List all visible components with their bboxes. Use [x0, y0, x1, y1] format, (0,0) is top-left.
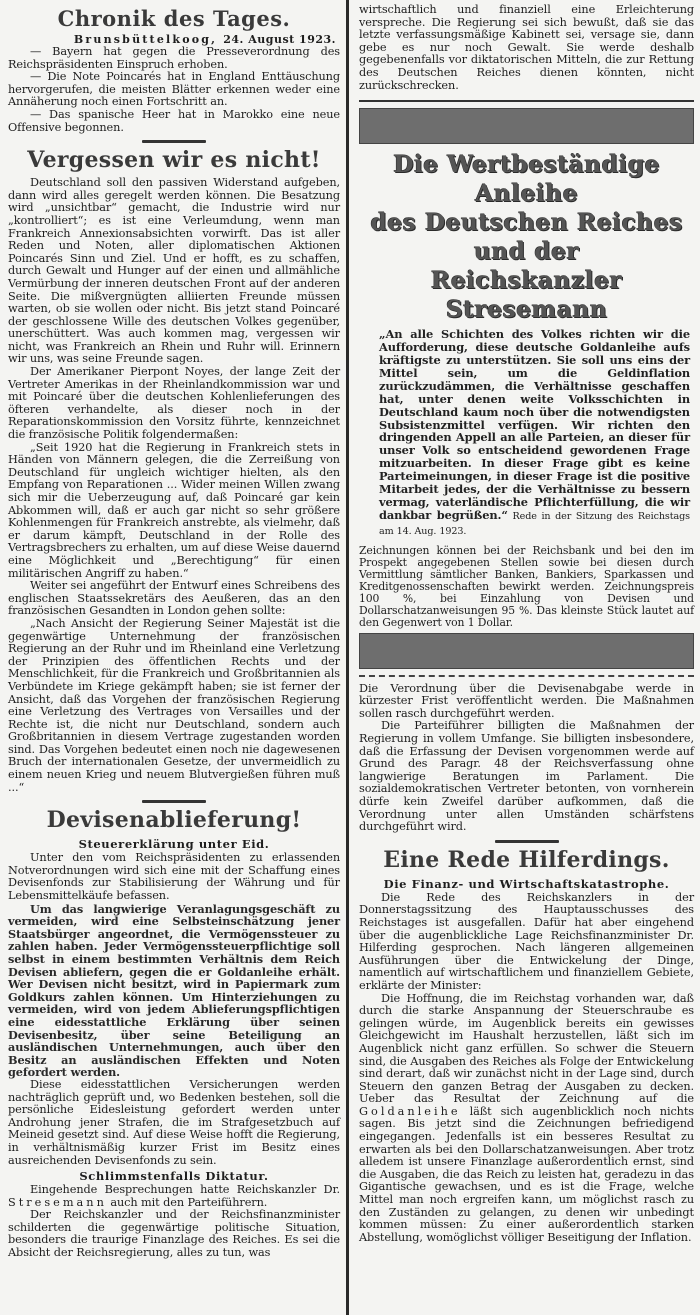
article-paragraph: Die Rede des Reichskanzlers in der Donnerstagssitzung des Hauptausschusses des Reichstages ist ausgefallen. Dafür hat aber eingehend über die augenblickliche Lage Reichsfinanzminister Dr. Hilferding gesprochen. Nach längeren allgemeinen Ausführungen über die Entwickelung der Dinge, namentlich auf wirtschaftlichem und finanziellem Gebiete, erklärte der Minister: [359, 890, 694, 992]
article-paragraph: Die Verordnung über die Devisenabgabe werde in kürzester Frist veröffentlicht werden. Die Maßnahmen sollen rasch durchgeführt werden. [359, 681, 694, 720]
chronik-item: — Das spanische Heer hat in Marokko eine neue Offensive begonnen. [8, 107, 340, 134]
quote-lead: Die Hoffnung, die im Reichstag vorhanden war, daß durch die starke Anspannung der Steuerschraube es gelingen würde, im Augenblick bereits ein gewisses Gleichgewicht im Haushalt herzustellen, läßt sich im Augenblick nicht ganz erfüllen. So schwer die Steuern sind, die Ausgaben des Reiches als Folge der Entwickelung sind derart, daß wir zunächst nicht in der Lage sind, durch Steuern den ganzen Betrag der Ausgaben zu decken. Ueber das Resultat der Zeichnung auf die [359, 991, 694, 1106]
article-paragraph: Um das langwierige Veranlagungsgeschäft zu vermeiden, wird eine Selbsteinschätzung jener Staatsbürger angeordnet, die Vermögenssteuer zu zahlen haben. Jeder Vermögenssteuerpflichtige soll selbst in einem bestimmten Verhältnis dem Reich Devisen abliefern, gegen die er Goldanleihe erhält. Wer Devisen nicht besitzt, wird in Papiermark zum Goldkurs zahlen können. Um Hinterziehungen zu vermeiden, wird von jedem Ablieferungspflichtigen eine eidesstattliche Erklärung über seinen Devisenbesitz, über seine Beteiligung an ausländischen Unternehmungen, auch über den Besitz an ausländischen Effekten und Noten gefordert werden. [8, 901, 340, 1080]
dateline-date: 24. August 1923. [223, 33, 336, 46]
ad-quote-text: „An alle Schichten des Volkes richten wir die Aufforderung, diese deutsche Goldanleihe aufs kräftigste zu unterstützen. Sie soll uns eins der Mittel sein, um die Geldinflation zurückzudämmen, die Verhältnisse geschaffen hat, unter denen weite Volksschichten in Deutschland kaum noch über die notwendigsten Subsistenzmittel verfügen. Wir richten den dringenden Appell an alle Parteien, an dieser für unser Volk so entscheidend gewordenen Frage mitzuarbeiten. In dieser Frage gibt es keine Parteimeinungen, in dieser Frage ist die positive Mitarbeit jedes, der die Verhältnisse zu bessern vermag, vaterländische Pflichterfüllung, die wir dankbar begrüßen.“ [379, 327, 690, 522]
section-divider [359, 100, 694, 102]
section-divider [495, 840, 559, 843]
quote-rest: läßt sich augenblicklich noch nichts sagen. Bis jetzt sind die Zeichnungen befriedigend eingegangen. Jedenfalls ist ein besseres Resultat zu erwarten als bei den Dollarschatzanweisungen. Aber trotz alledem ist unsere Finanzlage außerordentlich ernst, sind die Ausgaben, die das Reich zu leisten hat, geradezu in das Gigantische gewachsen, und es ist die Frage, welche Mittel man noch ergreifen kann, um möglichst rasch zu den Zuständen zu gelangen, zu denen wir unbedingt kommen müssen: Zu einer außerordentlich starken Abstellung, womöglichst völliger Beseitigung der Inflation. [359, 1104, 694, 1244]
right-column [349, 0, 700, 1315]
article-paragraph: „Nach Ansicht der Regierung Seiner Majestät ist die gegenwärtige Unternehmung der französischen Regierung an der Ruhr und im Rheinland eine Verletzung der Prinzipien des öffentlichen Rechts und der Menschlichkeit, für die Frankreich und Großbritannien als Verbündete im Kriege gekämpft haben; sie ist ferner der Ansicht, daß das Vorgehen der französischen Regierung eine Verletzung des Vertrages von Versailles und der Rechte ist, die nicht nur Deutschland, sondern auch Großbritannien in diesem Vertrage zugestanden worden sind. Das Vorgehen bedeutet einen noch nie dagewesenen Bruch der internationalen Gesetze, der unvermeidlich zu einem neuen Krieg und neuem Blutvergießen führen muß ...“ [8, 616, 340, 794]
ad-subscription-terms: Zeichnungen können bei der Reichsbank und bei den im Prospekt angegebenen Stellen sowie bei diesen durch Vermittlung sämtlicher Banken, Bankiers, Sparkassen und Kreditgenossenschaften bewirkt werden. Zeichnungspreis 100 %, bei Einzahlung von Devisen und Dollarschatzanweisungen 95 %. Das kleinste Stück lautet auf den Gegenwert von 1 Dollar. [359, 543, 694, 629]
devisen-article [8, 807, 340, 1259]
devisen-subhead: Schlimmstenfalls Diktatur. [79, 1169, 269, 1184]
article-paragraph: Diese eidesstattlichen Versicherungen werden nachträglich geprüft und, wo Bedenken bestehen, soll die persönliche Eidesleistung gefordert werden unter Androhung jener Strafen, die im Strafgesetzbuch auf Meineid gesetzt sind. Auf diese Weise hofft die Regierung, in verhältnismäßig kurzer Frist im Besitz eines ausreichenden Devisenfonds zu sein. [8, 1077, 340, 1167]
chronik-section [8, 6, 340, 134]
paragraph-lead: Eingehende Besprechungen hatte Reichskanzler Dr. [30, 1183, 340, 1197]
ad-quote [359, 328, 694, 539]
anleihe-advertisement [359, 108, 694, 669]
goldanleihe-spaced: Goldanleihe [359, 1104, 461, 1118]
article-paragraph: Deutschland soll den passiven Widerstand aufgeben, dann wird alles geregelt werden können. Die Besatzung wird „unsichtbar“ gemacht, die Industrie wird nur „kontrolliert“; es ist eine Verleumdung, wenn man Frankreich Annexionsabsichten vorwirft. Das ist aller Reden und Noten, aller diplomatischen Aktionen Poincarés Sinn und Ziel. Und er hofft, es zu schaffen, durch Gewalt und Hunger auf der einen und allmähliche Vermürbung der inneren deutschen Front auf der anderen Seite. Die mißvergnügten alliierten Freunde müssen warten, ob sie wollen oder nicht. Bis jetzt stand Poincaré der geschlossene Wille des deutschen Volkes gegenüber, unerschüttert. Was auch kommen mag, vergessen wir nicht, was Frankreich an Rhein und Ruhr will. Erinnern wir uns, was seine Freunde sagen. [8, 176, 340, 366]
chronik-item: — Bayern hat gegen die Presseverordnung des Reichspräsidenten Einspruch erhoben. [8, 45, 340, 71]
paragraph-rest: auch mit den Parteiführern. [106, 1195, 268, 1209]
left-column [0, 0, 346, 1315]
hilferding-article [359, 847, 694, 1245]
article-paragraph: Unter den vom Reichspräsidenten zu erlassenden Notverordnungen wird sich eine mit der Schaffung eines Devisenfonds zur Stabilisierung der Währung und für Lebensmittelkäufe befassen. [8, 851, 340, 903]
ad-title [359, 150, 694, 324]
vergessen-title: Vergessen wir es nicht! [27, 147, 321, 174]
ad-bottom-bar [359, 633, 694, 669]
chronik-title: Chronik des Tages. [57, 6, 291, 31]
article-paragraph: Der Amerikaner Pierpont Noyes, der lange Zeit der Vertreter Amerikas in der Rheinlandkommission war und mit Poincaré über die deutschen Kohlenlieferungen des öfteren verhandelte, als dieser noch in der Reparationskommission den Vorsitz führte, kennzeichnet die französische Politik folgendermaßen: [8, 365, 340, 442]
section-divider [142, 140, 206, 143]
section-divider [359, 675, 694, 677]
ad-top-bar [359, 108, 694, 144]
hilferding-subtitle: Die Finanz- und Wirtschaftskatastrophe. [383, 876, 670, 891]
bold-paragraph-block [8, 903, 340, 1079]
article-paragraph: Weiter sei angeführt der Entwurf eines Schreibens des englischen Staatssekretärs des Aeußeren, das an den französischen Gesandten in London gehen sollte: [8, 579, 340, 618]
continuation-paragraph: wirtschaftlich und finanziell eine Erleichterung verspreche. Die Regierung sei sich bewußt, daß sie das letzte verfassungsmäßige Kabinett sei, versage sie, dann gebe es nur noch Gewalt. Sie werde deshalb gegebenenfalls vor diktatorischen Mitteln, die zur Rettung des Deutschen Reiches dienen könnten, nicht zurückschrecken. [359, 3, 694, 92]
dateline-place: Brunsbüttelkoog, [73, 33, 218, 46]
article-paragraph: „Seit 1920 hat die Regierung in Frankreich stets in Händen von Männern gelegen, die die Zerreißung von Deutschland für ungleich wichtiger hielten, als den Empfang von Reparationen ... Wider meinen Willen zwang sich mir die Ueberzeugung auf, daß Poincaré gar kein Abkommen will, daß er auch gar nicht so sehr größere Kohlenmengen für Frankreich anstrebte, als vielmehr, daß er darum kämpft, Deutschland in der Rolle des Vertragsbrechers zu erhalten, um auf diese Weise dauernd eine Möglichkeit und „Berechtigung“ für einen militärischen Angriff zu haben.“ [8, 440, 340, 580]
devisen-subtitle: Steuererklärung unter Eid. [78, 837, 270, 852]
ad-title-line: Reichskanzler Stresemann [430, 266, 623, 324]
ad-quote-source: Rede in der Sitzung des Reichstags am 14. Aug. 1923. [379, 510, 690, 537]
chronik-item: — Die Note Poincarés hat in England Enttäuschung hervorgerufen, die meisten Blätter erkennen weder eine Annäherung noch einen Fortschritt an. [8, 70, 340, 109]
ad-title-line: des Deutschen Reiches und der [370, 208, 683, 266]
article-paragraph [8, 1184, 340, 1209]
vergessen-article [8, 147, 340, 794]
article-paragraph [359, 993, 694, 1245]
verordnung-section [359, 683, 694, 834]
hilferding-title: Eine Rede Hilferdings. [383, 846, 670, 873]
article-paragraph: Der Reichskanzler und der Reichsfinanzminister schilderten die gegenwärtige politische Situation, besonders die traurige Finanzlage des Reiches. Es sei die Absicht der Reichsregierung, alles zu tun, was [8, 1208, 340, 1260]
devisen-title: Devisenablieferung! [46, 807, 302, 834]
ad-title-line: Die Wertbeständige Anleihe [393, 150, 660, 208]
section-divider [142, 800, 206, 803]
stresemann-name: Stresemann [8, 1195, 107, 1209]
article-paragraph: Die Parteiführer billigten die Maßnahmen der Regierung in vollem Umfange. Sie billigten insbesondere, daß die Erfassung der Devisen vorgenommen werde auf Grund des Paragr. 48 der Reichsverfassung ohne langwierige Beratungen im Parlament. Die sozialdemokratischen Vertreter betonten, von vornherein dürfe kein Zweifel darüber aufkommen, daß die Verordnung unter allen Umständen schärfstens durchgeführt wird. [359, 719, 694, 834]
